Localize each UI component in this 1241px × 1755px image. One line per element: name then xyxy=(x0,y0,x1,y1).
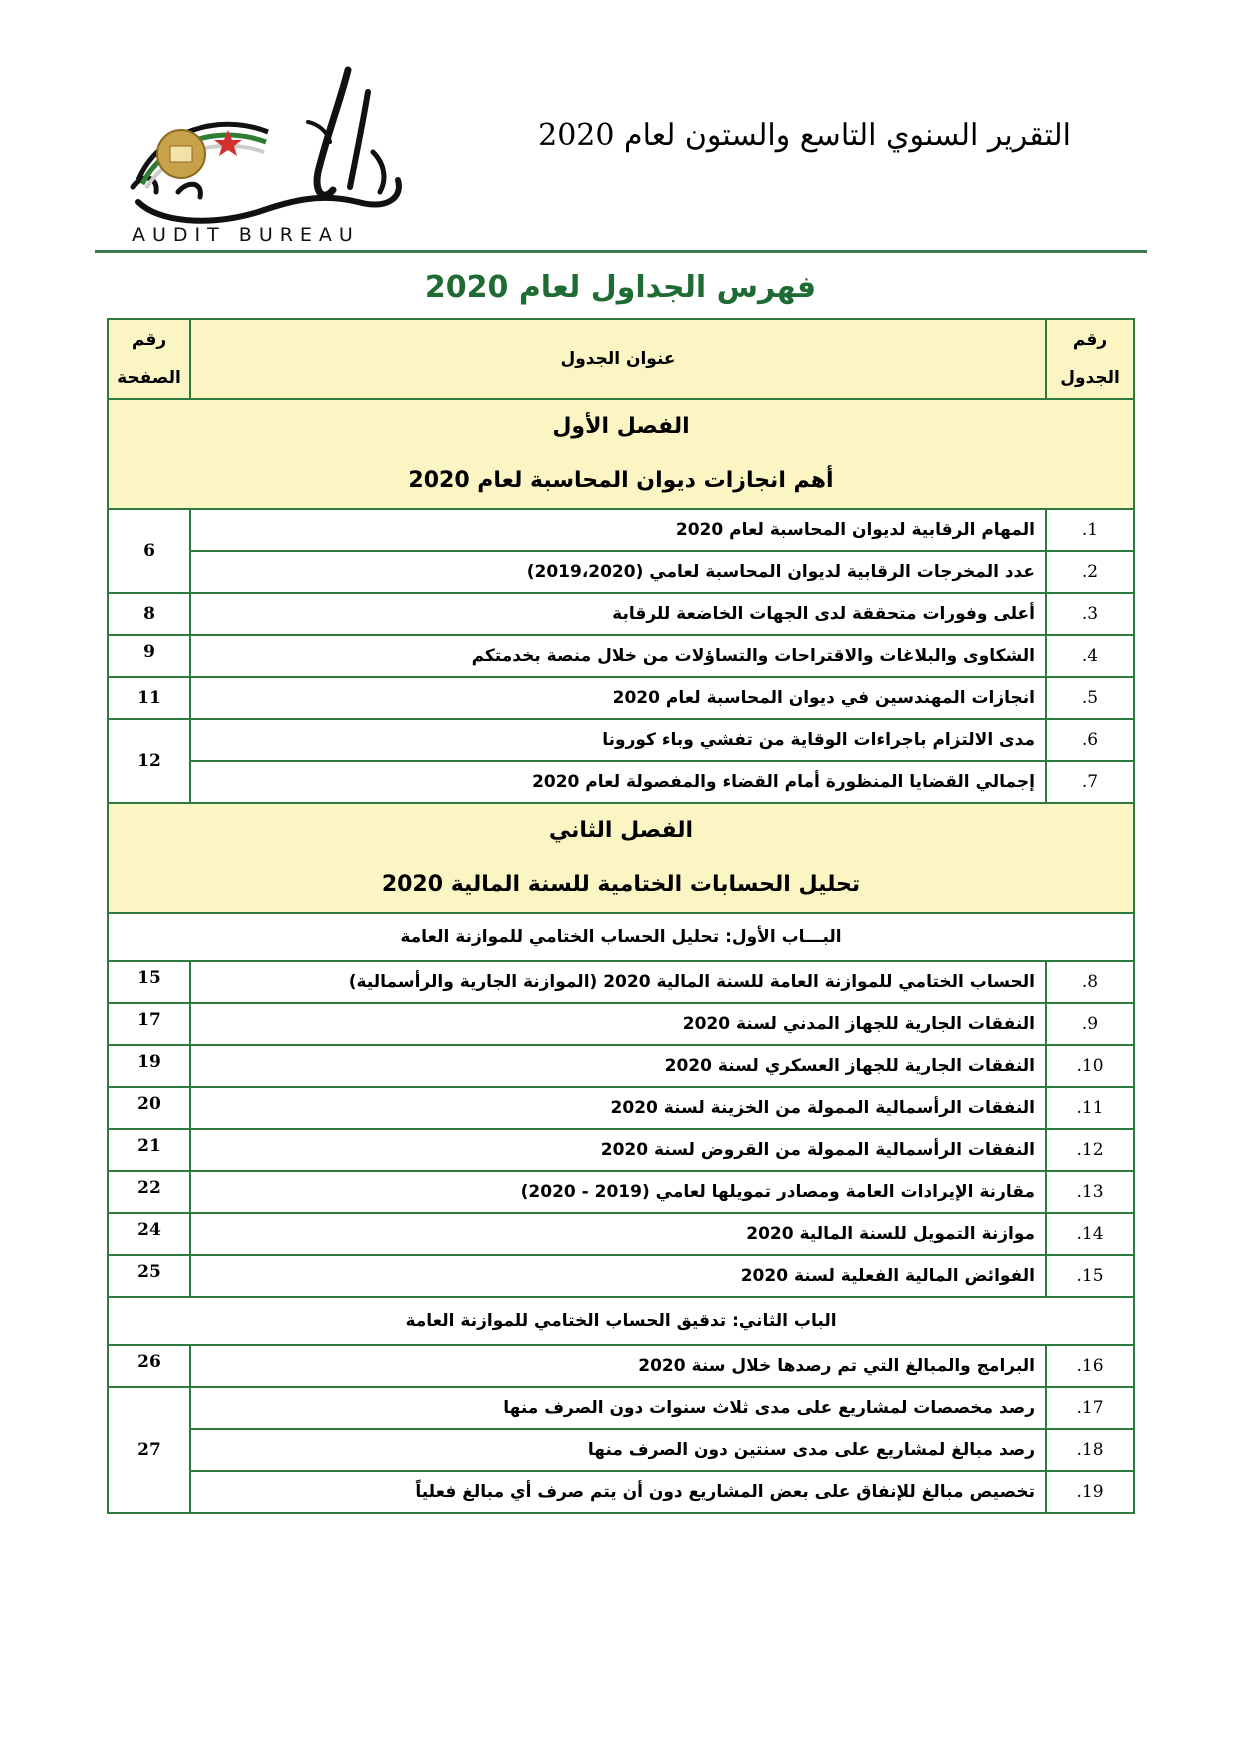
table-row xyxy=(108,1429,1134,1471)
logo-english-text: AUDIT BUREAU xyxy=(132,224,360,246)
row-title: النفقات الرأسمالية الممولة من الخزينة لسنة 2020 xyxy=(190,1087,1046,1129)
table-row xyxy=(108,1045,1134,1087)
row-page: 20 xyxy=(108,1087,190,1129)
row-title: تخصيص مبالغ للإنفاق على بعض المشاريع دون أن يتم صرف أي مبالغ فعلياً xyxy=(190,1471,1046,1513)
chapter-subtitle: أهم انجازات ديوان المحاسبة لعام 2020 xyxy=(408,468,834,493)
row-title: إجمالي القضايا المنظورة أمام القضاء والمفصولة لعام 2020 xyxy=(190,761,1046,803)
row-title: مدى الالتزام باجراءات الوقاية من تفشي وباء كورونا xyxy=(190,719,1046,761)
table-row xyxy=(108,1255,1134,1297)
report-title: التقرير السنوي التاسع والستون لعام 2020 xyxy=(538,118,1071,153)
row-number: 5. xyxy=(1046,677,1134,719)
row-page: 22 xyxy=(108,1171,190,1213)
row-number: 16. xyxy=(1046,1345,1134,1387)
table-row xyxy=(108,1345,1134,1387)
row-title: رصد مبالغ لمشاريع على مدى سنتين دون الصرف منها xyxy=(190,1429,1046,1471)
row-title: رصد مخصصات لمشاريع على مدى ثلاث سنوات دون الصرف منها xyxy=(190,1387,1046,1429)
page-header xyxy=(0,0,1241,260)
header-divider xyxy=(95,250,1147,253)
row-number: 18. xyxy=(1046,1429,1134,1471)
table-row xyxy=(108,719,1134,761)
row-number: 8. xyxy=(1046,961,1134,1003)
table-row xyxy=(108,1129,1134,1171)
table-row xyxy=(108,761,1134,803)
row-page: 8 xyxy=(108,593,190,635)
table-row xyxy=(108,1471,1134,1513)
row-title: الشكاوى والبلاغات والاقتراحات والتساؤلات من خلال منصة بخدمتكم xyxy=(190,635,1046,677)
row-title: مقارنة الإيرادات العامة ومصادر تمويلها لعامي (2019 - 2020) xyxy=(190,1171,1046,1213)
row-title: انجازات المهندسين في ديوان المحاسبة لعام 2020 xyxy=(190,677,1046,719)
row-number: 13. xyxy=(1046,1171,1134,1213)
table-row xyxy=(108,1387,1134,1429)
section-row xyxy=(108,1297,1134,1345)
row-page: 12 xyxy=(108,719,190,803)
table-row xyxy=(108,677,1134,719)
row-page: 6 xyxy=(108,509,190,593)
row-title: أعلى وفورات متحققة لدى الجهات الخاضعة للرقابة xyxy=(190,593,1046,635)
row-number: 7. xyxy=(1046,761,1134,803)
row-title: الفوائض المالية الفعلية لسنة 2020 xyxy=(190,1255,1046,1297)
row-page: 27 xyxy=(108,1387,190,1513)
tables-index xyxy=(107,318,1135,1514)
row-title: النفقات الرأسمالية الممولة من القروض لسنة 2020 xyxy=(190,1129,1046,1171)
row-page: 9 xyxy=(108,635,190,677)
section-row xyxy=(108,913,1134,961)
table-row xyxy=(108,961,1134,1003)
section-title: البـــاب الأول: تحليل الحساب الختامي للموازنة العامة xyxy=(108,913,1134,961)
row-page: 19 xyxy=(108,1045,190,1087)
row-number: 9. xyxy=(1046,1003,1134,1045)
table-row xyxy=(108,1087,1134,1129)
row-number: 4. xyxy=(1046,635,1134,677)
index-title: فهرس الجداول لعام 2020 xyxy=(424,270,817,305)
table-row xyxy=(108,551,1134,593)
row-number: 6. xyxy=(1046,719,1134,761)
header-table-title: عنوان الجدول xyxy=(190,319,1046,399)
chapter-title: الفصل الأول xyxy=(552,414,690,439)
row-title: عدد المخرجات الرقابية لديوان المحاسبة لعامي (2019،2020) xyxy=(190,551,1046,593)
row-title: موازنة التمويل للسنة المالية 2020 xyxy=(190,1213,1046,1255)
table-row xyxy=(108,509,1134,551)
header-page-number: رقم الصفحة xyxy=(108,319,190,399)
table-row xyxy=(108,635,1134,677)
chapter-title: الفصل الثاني xyxy=(548,818,694,843)
table-row xyxy=(108,1171,1134,1213)
row-title: المهام الرقابية لديوان المحاسبة لعام 2020 xyxy=(190,509,1046,551)
table-row xyxy=(108,1003,1134,1045)
row-number: 10. xyxy=(1046,1045,1134,1087)
row-page: 24 xyxy=(108,1213,190,1255)
row-number: 11. xyxy=(1046,1087,1134,1129)
chapter-row xyxy=(108,399,1134,509)
chapter-subtitle: تحليل الحسابات الختامية للسنة المالية 2020 xyxy=(381,872,861,897)
row-number: 1. xyxy=(1046,509,1134,551)
header-table-number: رقم الجدول xyxy=(1046,319,1134,399)
row-page: 11 xyxy=(108,677,190,719)
row-title: البرامج والمبالغ التي تم رصدها خلال سنة 2020 xyxy=(190,1345,1046,1387)
row-number: 12. xyxy=(1046,1129,1134,1171)
row-number: 19. xyxy=(1046,1471,1134,1513)
section-title: الباب الثاني: تدقيق الحساب الختامي للموازنة العامة xyxy=(108,1297,1134,1345)
row-number: 14. xyxy=(1046,1213,1134,1255)
row-number: 3. xyxy=(1046,593,1134,635)
row-page: 26 xyxy=(108,1345,190,1387)
row-page: 17 xyxy=(108,1003,190,1045)
row-page: 25 xyxy=(108,1255,190,1297)
row-title: النفقات الجارية للجهاز المدني لسنة 2020 xyxy=(190,1003,1046,1045)
row-title: النفقات الجارية للجهاز العسكري لسنة 2020 xyxy=(190,1045,1046,1087)
table-row xyxy=(108,1213,1134,1255)
table-row xyxy=(108,593,1134,635)
table-header-row xyxy=(108,319,1134,399)
row-title: الحساب الختامي للموازنة العامة للسنة المالية 2020 (الموازنة الجارية والرأسمالية) xyxy=(190,961,1046,1003)
row-page: 21 xyxy=(108,1129,190,1171)
row-number: 2. xyxy=(1046,551,1134,593)
row-number: 17. xyxy=(1046,1387,1134,1429)
row-page: 15 xyxy=(108,961,190,1003)
row-number: 15. xyxy=(1046,1255,1134,1297)
chapter-row xyxy=(108,803,1134,913)
